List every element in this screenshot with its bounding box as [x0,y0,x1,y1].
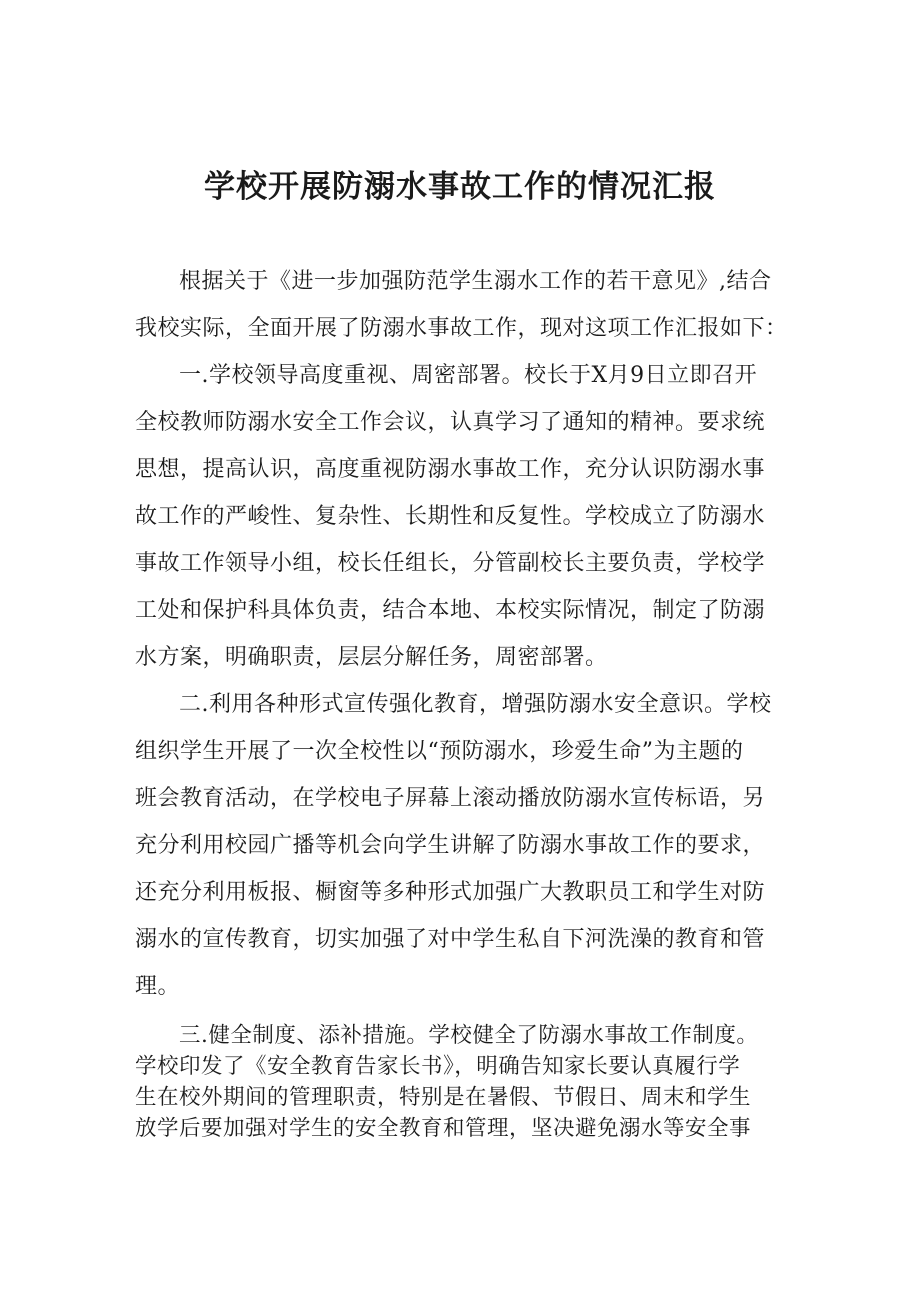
document-title: 学校开展防溺水事故工作的情况汇报 [204,169,716,205]
text-line: 还充分利用板报、橱窗等多种形式加强广大教职员工和学生对防 [135,880,766,905]
text-line: 生在校外期间的管理职责，特别是在暑假、节假日、周末和学生 [135,1085,752,1110]
text-line: 工处和保护科具体负责，结合本地、本校实际情况，制定了防溺 [135,598,766,623]
body-section-1 [135,258,795,1010]
body-section-2 [135,1020,795,1144]
text-line: 三.健全制度、添补措施。学校健全了防溺水事故工作制度。 [179,1023,759,1048]
text-line: 故工作的严峻性、复杂性、长期性和反复性。学校成立了防溺水 [135,504,766,529]
text-line: 放学后要加强对学生的安全教育和管理，坚决避免溺水等安全事 [135,1116,752,1141]
text-line: 理。 [135,974,181,999]
text-line: 全校教师防溺水安全工作会议，认真学习了通知的精神。要求统 [135,410,766,435]
text-line: 事故工作领导小组，校长任组长，分管副校长主要负责，学校学 [135,551,766,576]
text-line: 我校实际，全面开展了防溺水事故工作，现对这项工作汇报如下： [135,316,788,341]
text-line: 根据关于《进一步加强防范学生溺水工作的若干意见》,结合 [179,269,772,294]
text-line: 充分利用校园广播等机会向学生讲解了防溺水事故工作的要求， [135,833,766,858]
text-line: 一.学校领导高度重视、周密部署。校长于X月9日立即召开 [179,363,758,388]
text-line: 学校印发了《安全教育告家长书》，明确告知家长要认真履行学 [135,1054,741,1079]
text-line: 溺水的宣传教育，切实加强了对中学生私自下河洗澡的教育和管 [135,927,766,952]
text-line: 组织学生开展了一次全校性以“预防溺水，珍爱生命”为主题的 [135,739,744,764]
text-line: 二.利用各种形式宣传强化教育，增强防溺水安全意识。学校 [179,692,772,717]
text-line: 班会教育活动，在学校电子屏幕上滚动播放防溺水宣传标语，另 [135,786,766,811]
text-line: 思想，提高认识，高度重视防溺水事故工作，充分认识防溺水事 [135,457,766,482]
text-line: 水方案，明确职责，层层分解任务，周密部署。 [135,645,608,670]
